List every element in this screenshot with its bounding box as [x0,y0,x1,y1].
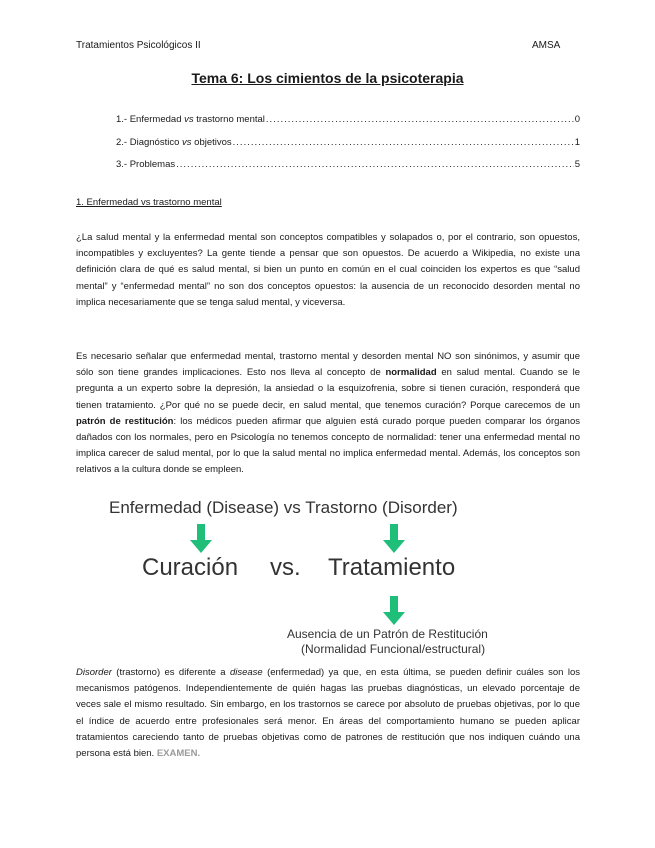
toc-page-number: 0 [574,114,580,125]
toc-page-number: 5 [574,159,580,170]
section-heading: 1. Enfermedad vs trastorno mental [76,197,222,208]
toc-dots [233,137,574,148]
toc-entry-1[interactable] [116,114,580,125]
page-title: Tema 6: Los cimientos de la psicoterapia [191,70,464,86]
toc-page-number: 1 [574,137,580,148]
arrow-down-icon [382,524,406,554]
toc-entry-label: 1.- Enfermedad vs trastorno mental [116,114,265,125]
diagram-left-text: Curación [142,554,239,581]
toc-entry-3[interactable] [116,159,580,170]
header-left: Tratamientos Psicológicos II [76,40,201,51]
header-right: AMSA [532,40,561,51]
diagram-bottom-line-1: Ausencia de un Patrón de Restitución [287,627,488,641]
diagram-bottom-line-2: (Normalidad Funcional/estructural) [301,642,486,656]
disease-vs-disorder-diagram [90,496,570,658]
toc-entry-label: 2.- Diagnóstico vs objetivos [116,137,232,148]
paragraph-2: Es necesario señalar que enfermedad mental, trastorno mental y desorden mental NO son sinónimos, y asumir que sólo son tiene grandes implicaciones. Esto nos lleva al concepto de normalidad en salud mental. Cuando se le pregunta a un experto sobre la depresión, la ansiedad o la esquizofrenia, sobre si tienen curación, responderá que tienen tratamiento. ¿Por qué no se puede decir, en salud mental, que tenemos curación? Porque carecemos de un patrón de restitución: los médicos pueden afirmar que alguien está curado porque pueden comparar los órganos dañados con los normales, pero en Psicología no tenemos concepto de normalidad: tener una enfermedad mental no implica carecer de salud mental, por lo que la salud mental no implica enfermedad mental. Además, los conceptos son relativos a la cultura donde se empleen. [76,351,580,476]
paragraph-1: ¿La salud mental y la enfermedad mental son conceptos compatibles y solapados o, por el contrario, son opuestos, incompatibles y excluyentes? La gente tiende a pensar que son opuestos. De acuerdo a Wikipedia, no existe una definición clara de qué es salud mental, si bien un punto en común en el cual coinciden los expertos es que “salud mental” y “enfermedad mental” no son dos conceptos opuestos: la ausencia de un reconocido desorden mental no implica necesariamente que se tenga salud mental, y viceversa. [76,232,580,308]
arrow-down-icon [382,596,406,626]
paragraph-3: Disorder (trastorno) es diferente a disease (enfermedad) ya que, en esta última, se pueden definir cuáles son los mecanismos patógenos. Independientemente de quién hagas las pruebas diagnósticas, un elevado porcentaje de veces sale el mismo resultado. Sin embargo, en los trastornos se carece por absoluto de pruebas objetivas, por lo que el índice de acuerdo entre profesionales será menor. En áreas del comportamiento humano se pueden aplicar tratamientos careciendo tanto de pruebas objetivas como de patrones de restitución que nos indiquen cuándo una persona está bien. EXAMEN. [76,667,580,760]
exam-tag: EXAMEN. [156,748,201,760]
diagram-right-text: Tratamiento [328,554,456,581]
toc-entry-label: 3.- Problemas [116,159,176,170]
arrow-down-icon [189,524,213,554]
toc-dots [266,114,574,125]
diagram-top-text: Enfermedad (Disease) vs Trastorno (Disorder) [109,498,458,517]
toc-entry-2[interactable] [116,137,580,148]
toc-dots [176,159,574,170]
diagram-mid-text: vs. [270,554,301,581]
